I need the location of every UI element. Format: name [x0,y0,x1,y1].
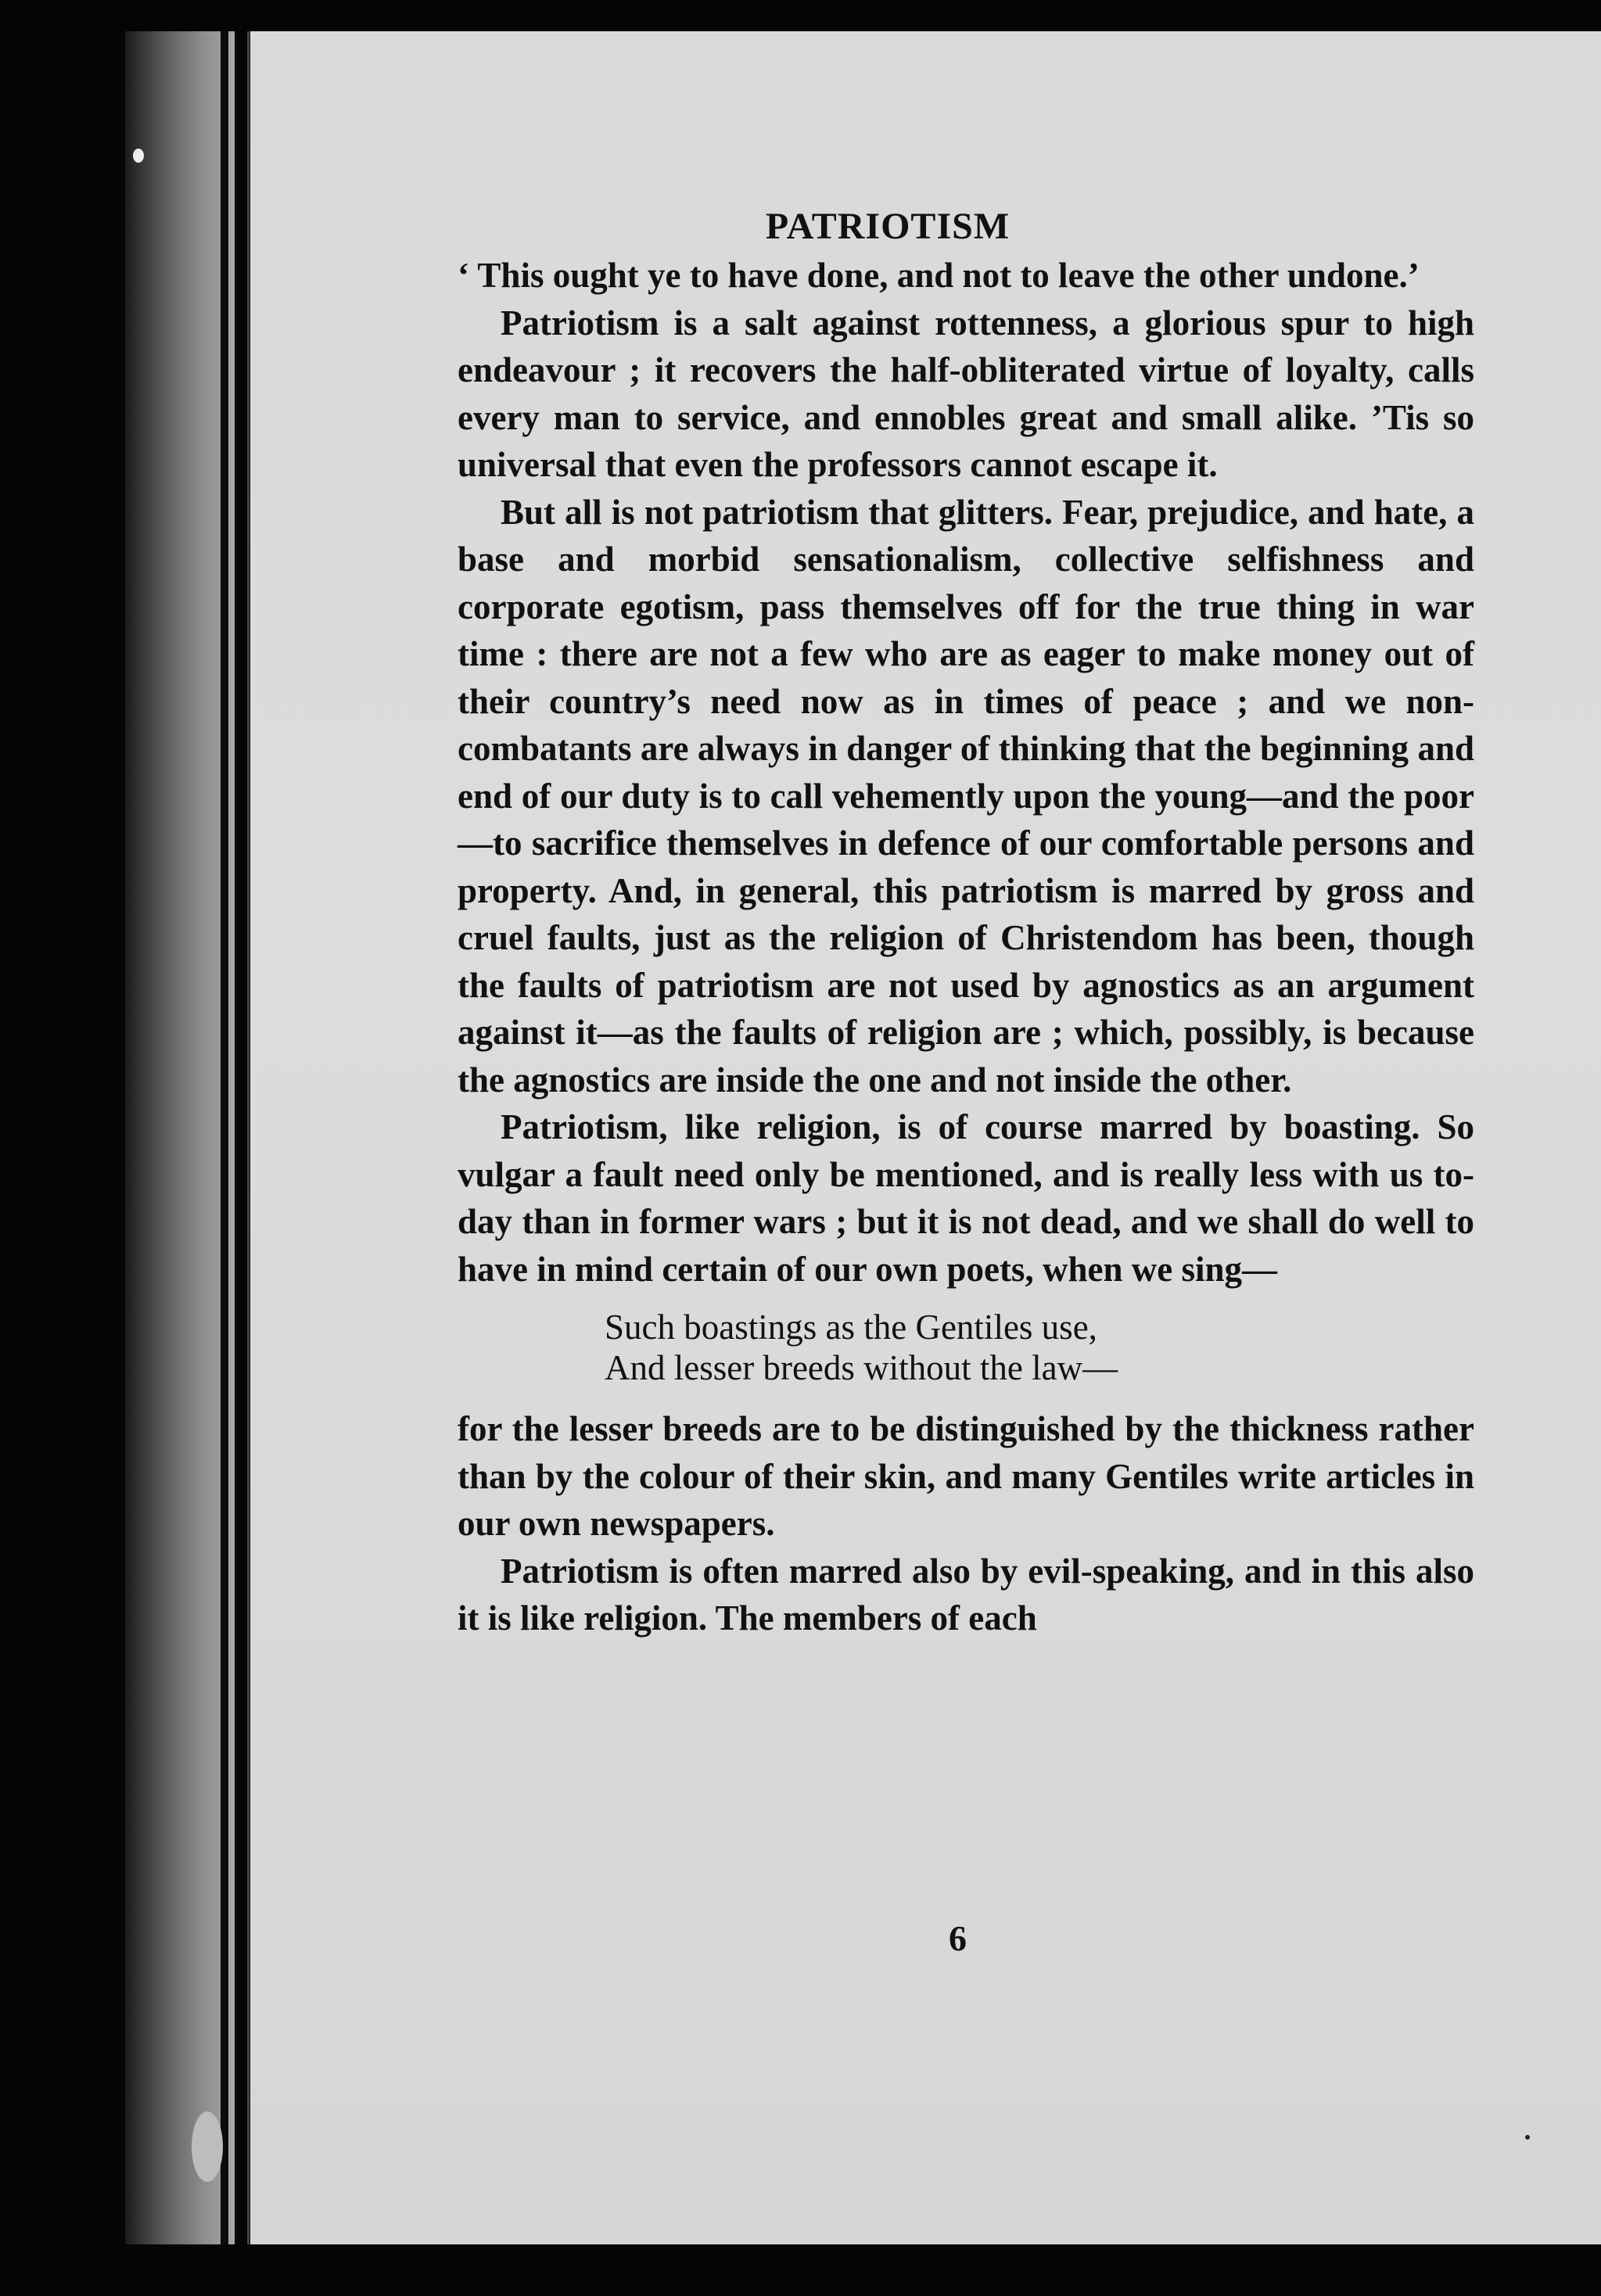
verse-line: And lesser breeds without the law— [605,1348,1118,1387]
scan-speck [133,149,144,163]
paragraph: Patriotism is often marred also by evil-speaking, and in this also it is like religion. The members of each [458,1551,1474,1638]
book-gutter [125,31,235,2244]
paragraph: Patriotism, like religion, is of course marred by boasting. So vulgar a fault need only be mentioned, and is really less with us to-day than in former wars ; but it is not dead, and we shall do well to have in mind certain of our own poets, when we sing— [458,1107,1474,1289]
page-body [458,252,1474,1642]
verse-line: Such boastings as the Gentiles use, [605,1308,1097,1347]
page-title: PATRIOTISM [765,206,1010,247]
binding-edge [235,31,238,2244]
paragraph: for the lesser breeds are to be distinguished by the thickness rather than by the colour of their skin, and many Gentiles write articles in our own newspapers. [458,1409,1474,1543]
binding-edge [247,31,249,2244]
page-number: 6 [949,1918,967,1958]
paragraph: ‘ This ought ye to have done, and not to leave the other undone.’ [458,256,1420,295]
paragraph: But all is not patriotism that glitters. Fear, prejudice, and hate, a base and morbid sensationalism, collective selfishness and corporate egotism, pass themselves off for the true thing in war time : there are not a few who are as eager to make money out of their country’s need now as in times of peace ; and we non-combatants are always in danger of thinking that the beginning and end of our duty is to call vehemently upon the young—and the poor —to sacrifice themselves in defence of our comfortable persons and property. And, in general, this patriotism is marred by gross and cruel faults, just as the religion of Christendom has been, though the faults of patriotism are not used by agnostics as an argument against it—as the faults of religion are ; which, possibly, is because the agnostics are inside the one and not inside the other. [458,492,1474,1100]
binding-edge [221,31,228,2244]
scan-speck [192,2111,223,2182]
paragraph: Patriotism is a salt against rottenness, a glorious spur to high endeavour ; it recovers the half-obliterated virtue of loyalty, calls every man to service, and ennobles great and small alike. ’Tis so universal that even the professors cannot escape it. [458,303,1474,484]
scan-speck [1525,2135,1530,2140]
verse-quotation [458,1307,1474,1388]
